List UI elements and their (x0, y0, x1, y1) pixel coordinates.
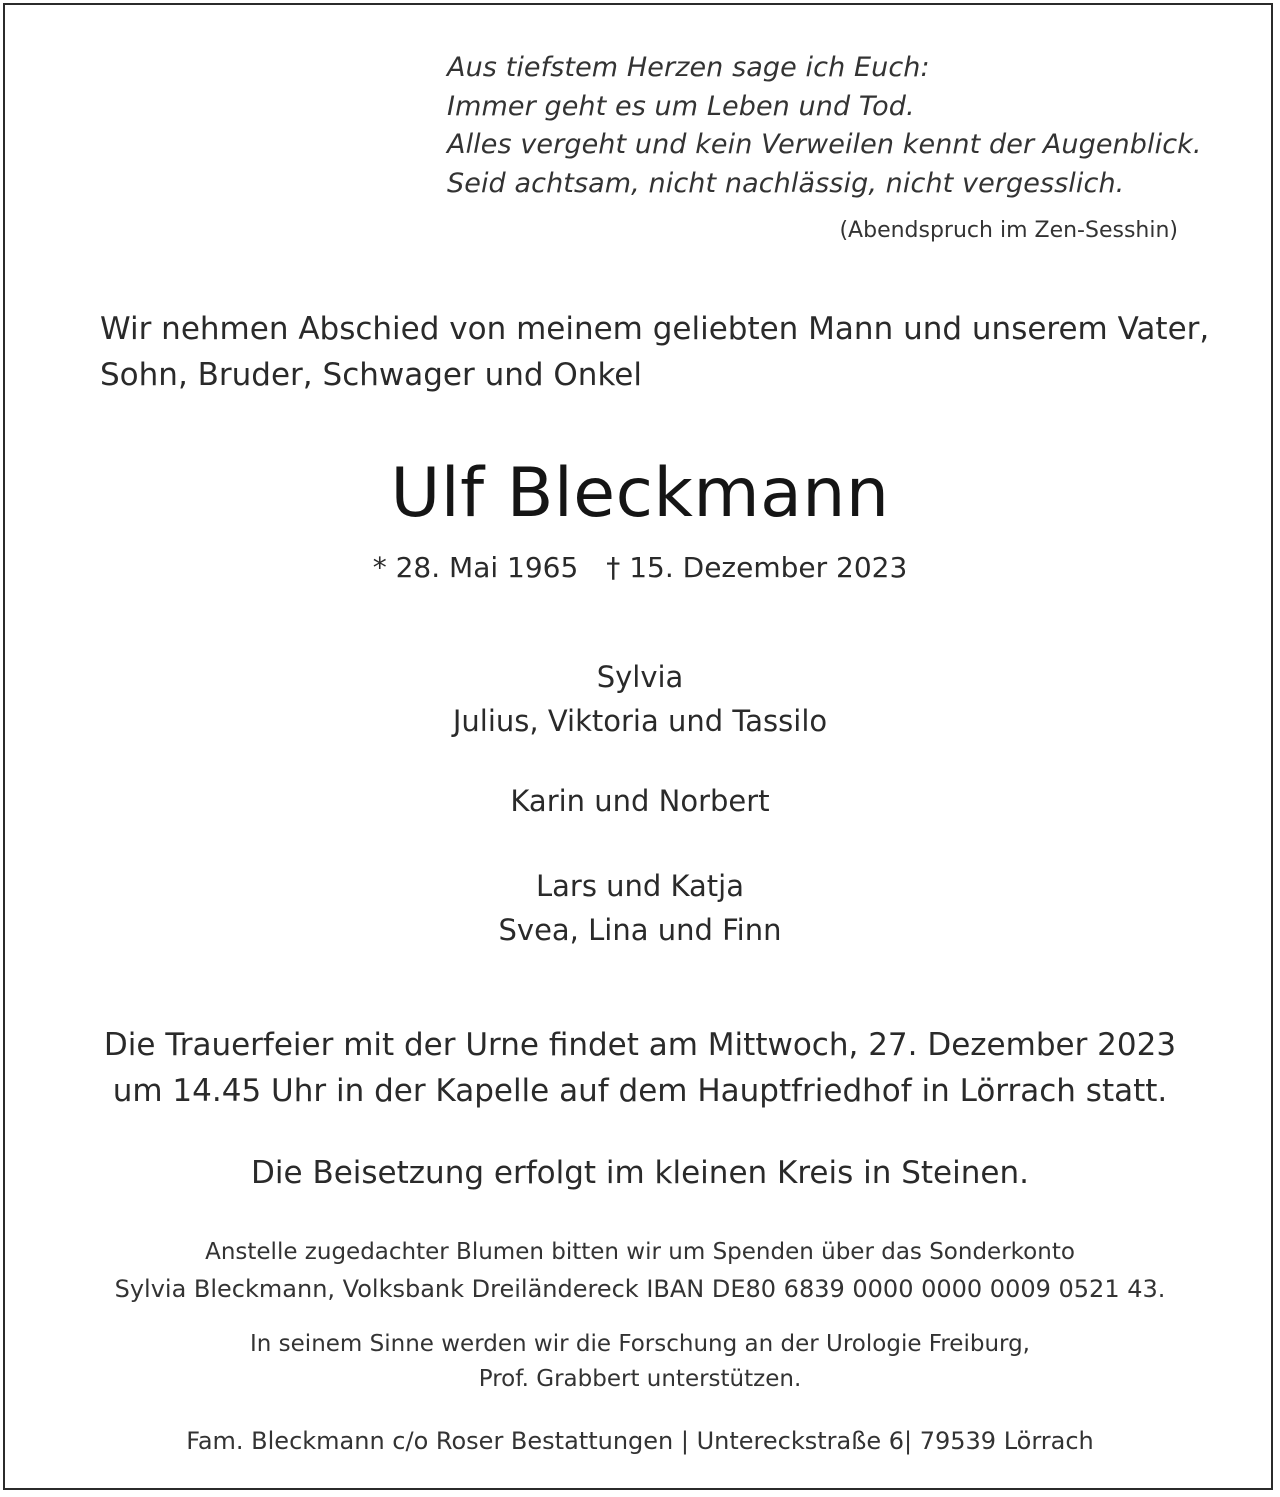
service-line: um 14.45 Uhr in der Kapelle auf dem Hauptfriedhof in Lörrach statt. (112, 1073, 1168, 1109)
mourner-line: Karin und Norbert (510, 784, 770, 818)
research-support-info (0, 1327, 1280, 1397)
poem-line: Immer geht es um Leben und Tod. (447, 90, 915, 122)
family-address: Fam. Bleckmann c/o Roser Bestattungen | Untereckstraße 6| 79539 Lörrach (186, 1427, 1094, 1455)
poem-line: Aus tiefstem Herzen sage ich Euch: (447, 52, 930, 83)
donation-info (0, 1234, 1280, 1308)
mourner-group (0, 864, 1280, 952)
mourner-line: Svea, Lina und Finn (498, 913, 782, 947)
mourners (0, 655, 1280, 952)
research-line: Prof. Grabbert unterstützen. (478, 1366, 802, 1392)
poem-line: Alles vergeht und kein Verweilen kennt der Augenblick. (447, 129, 1202, 160)
poem (447, 49, 1207, 203)
donation-line: Anstelle zugedachter Blumen bitten wir um Spenden über das Sonderkonto (205, 1239, 1075, 1265)
service-line: Die Trauerfeier mit der Urne findet am Mittwoch, 27. Dezember 2023 (103, 1027, 1177, 1063)
life-dates (0, 548, 1280, 588)
mourner-line: Julius, Viktoria und Tassilo (452, 704, 828, 738)
mourner-line: Lars und Katja (535, 869, 745, 903)
funeral-service-info (0, 1022, 1280, 1114)
birth-date: * 28. Mai 1965 (372, 551, 579, 584)
poem-line: Seid achtsam, nicht nachlässig, nicht vergesslich. (447, 167, 1125, 199)
mourner-group (0, 655, 1280, 743)
research-line: In seinem Sinne werden wir die Forschung an der Urologie Freiburg, (250, 1331, 1030, 1357)
intro-line: Wir nehmen Abschied von meinem geliebten Mann und unserem Vater, (100, 311, 1210, 347)
poem-source: (Abendspruch im Zen-Sesshin) (839, 218, 1178, 243)
donation-line: Sylvia Bleckmann, Volksbank Dreiländereck IBAN DE80 6839 0000 0000 0009 0521 43. (114, 1275, 1166, 1303)
mourner-line: Sylvia (596, 660, 684, 694)
deceased-name: Ulf Bleckmann (390, 454, 890, 533)
mourner-group (0, 779, 1280, 823)
intro-text (100, 306, 1220, 398)
death-date: † 15. Dezember 2023 (606, 551, 908, 584)
burial-info: Die Beisetzung erfolgt im kleinen Kreis in Steinen. (251, 1155, 1029, 1191)
intro-line: Sohn, Bruder, Schwager und Onkel (100, 357, 642, 393)
